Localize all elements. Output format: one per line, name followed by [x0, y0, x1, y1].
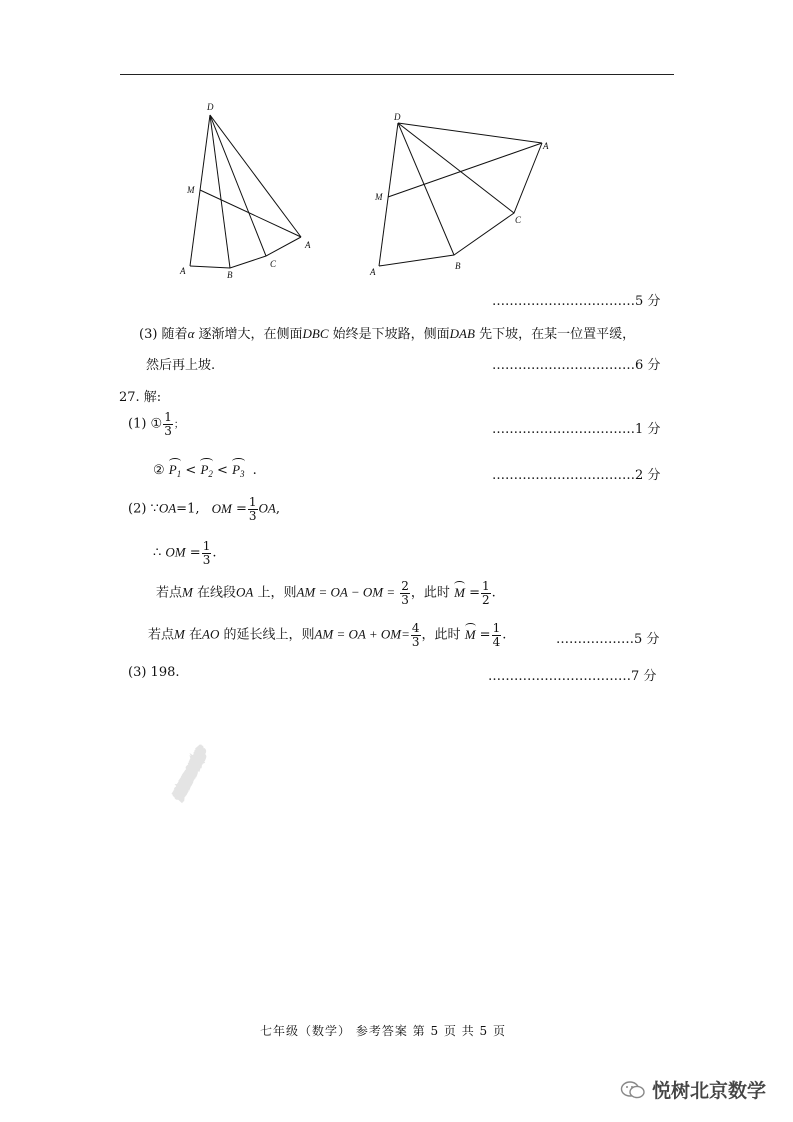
circle-two: ②: [153, 463, 165, 478]
fraction-one-quarter: $\frac{1}{4}$: [492, 621, 501, 649]
diagonal-watermark: [140, 300, 700, 820]
q27-p1-line1: (1) ① $\frac{1}{3}$ ；: [128, 410, 184, 438]
score-2: ……………………………2 分: [492, 468, 661, 483]
label-D: D: [207, 102, 214, 112]
q3-prefix: (3) 随着: [139, 327, 188, 342]
svg-text:悦树北京数学: 悦树北京数学: [173, 749, 209, 802]
label-M: M: [187, 185, 195, 195]
fraction-one-third: $\frac{1}{3}$: [248, 495, 257, 523]
arc-m: M: [454, 584, 465, 600]
top-rule: [120, 74, 674, 75]
label-C: C: [515, 215, 522, 225]
label-B: B: [227, 270, 233, 280]
fraction-one-third: $\frac{1}{3}$: [164, 410, 172, 438]
score-6: ……………………………6 分: [492, 358, 661, 373]
label-A-bottom: A: [180, 266, 186, 276]
q27-p1-line2: ② $P_1 < P_2 < P_3$ .: [153, 462, 257, 479]
score-5: ………………5 分: [556, 632, 660, 647]
q27-p3: (3) 198.: [128, 665, 180, 680]
q27-p2-case1: 若点M 在线段OA 上，则AM = OA − OM = $\frac{2}{3}$ ，此时 M = $\frac{1}{2}$ .: [156, 579, 496, 607]
face-dbc: DBC: [302, 326, 329, 341]
q27-title: 27. 解:: [119, 390, 162, 405]
fraction-two-thirds: $\frac{2}{3}$: [401, 579, 409, 607]
q27-p2-line1: (2) ∵OA=1, OM = $\frac{1}{3}$ OA,: [128, 495, 280, 523]
arc-p2: $P_2$: [200, 462, 213, 479]
label-C: C: [270, 259, 277, 269]
brand-mark: 悦树北京数学: [620, 1076, 766, 1103]
arc-p1: $P_1$: [168, 462, 182, 479]
fraction-one-half: $\frac{1}{2}$: [481, 579, 490, 607]
page-footer: 七年级（数学） 参考答案 第 5 页 共 5 页: [260, 1024, 506, 1038]
arc-p3: $P_3$: [232, 462, 245, 479]
score-1: ……………………………1 分: [492, 422, 661, 437]
alpha-symbol: α: [187, 326, 195, 341]
left-pyramid-figure: [170, 98, 320, 280]
label-A-bottom: A: [370, 267, 376, 277]
q3-line2: 然后再上坡.: [146, 358, 216, 373]
q27-p2-case2: 若点M 在AO 的延长线上，则AM = OA + OM= $\frac{4}{3}$ ，此时 M = $\frac{1}{4}$ .: [148, 621, 507, 649]
fraction-one-third: $\frac{1}{3}$: [202, 539, 211, 567]
label-D: D: [394, 112, 401, 122]
wechat-icon: [620, 1080, 646, 1100]
q3-mid2: 始终是下坡路，侧面: [328, 327, 450, 342]
label-A-right: A: [305, 240, 311, 250]
q3-mid1: 逐渐增大，在侧面: [194, 327, 303, 342]
p1-label: (1) ①: [128, 416, 163, 432]
fraction-four-thirds: $\frac{4}{3}$: [411, 621, 420, 649]
label-A-right: A: [543, 141, 549, 151]
label-B: B: [455, 261, 461, 271]
score-7: ……………………………7 分: [488, 669, 657, 684]
right-pyramid-figure: [366, 110, 556, 280]
q3-end: 先下坡，在某一位置平缓，: [474, 327, 636, 342]
arc-m: M: [464, 626, 476, 642]
face-dab: DAB: [449, 326, 475, 341]
score-5-figure: ……………………………5 分: [492, 294, 661, 309]
label-M: M: [375, 192, 383, 202]
q27-p2-line2: ∴ OM = $\frac{1}{3}$ .: [153, 539, 217, 567]
